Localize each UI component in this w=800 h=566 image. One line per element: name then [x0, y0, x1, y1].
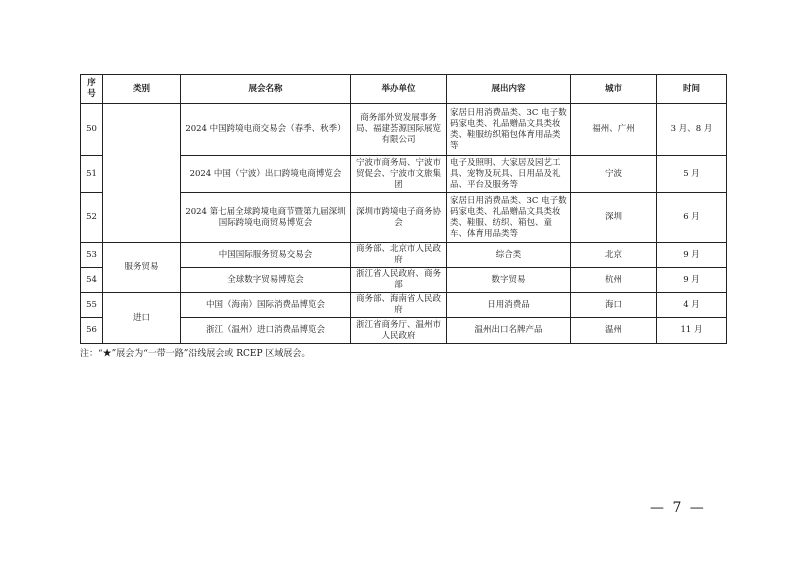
cell-name: 2024 中国跨境电商交易会（春季、秋季） [181, 104, 351, 156]
cell-organizer: 浙江省人民政府、商务部 [351, 268, 447, 293]
cell-no: 51 [81, 156, 103, 193]
cell-time: 9 月 [657, 268, 727, 293]
cell-category: 服务贸易 [103, 243, 181, 293]
table-row [81, 293, 727, 318]
cell-time: 4 月 [657, 293, 727, 318]
cell-name: 中国（海南）国际消费品博览会 [181, 293, 351, 318]
cell-time: 5 月 [657, 156, 727, 193]
cell-no: 54 [81, 268, 103, 293]
cell-organizer: 宁波市商务局、宁波市贸促会、宁波市文旅集团 [351, 156, 447, 193]
cell-time: 3 月、8 月 [657, 104, 727, 156]
cell-name: 全球数字贸易博览会 [181, 268, 351, 293]
cell-city: 北京 [571, 243, 657, 268]
cell-time: 6 月 [657, 193, 727, 243]
table-header-row [81, 75, 727, 104]
header-content: 展出内容 [447, 75, 571, 104]
cell-no: 56 [81, 318, 103, 344]
cell-organizer: 深圳市跨境电子商务协会 [351, 193, 447, 243]
header-no: 序号 [81, 75, 103, 104]
cell-content: 家居日用消费品类、3C 电子数码家电类、礼品赠品文具类妆类、鞋服纺织箱包体育用品类等 [447, 104, 571, 156]
header-time: 时间 [657, 75, 727, 104]
cell-organizer: 商务部、海南省人民政府 [351, 293, 447, 318]
cell-content: 日用消费品 [447, 293, 571, 318]
cell-city: 深圳 [571, 193, 657, 243]
cell-organizer: 商务部外贸发展事务局、福建荟源国际展览有限公司 [351, 104, 447, 156]
cell-content: 数字贸易 [447, 268, 571, 293]
cell-name: 2024 中国（宁波）出口跨境电商博览会 [181, 156, 351, 193]
cell-content: 家居日用消费品类、3C 电子数码家电类、礼品赠品文具类妆类、鞋服、纺织、箱包、童车、体育用品类等 [447, 193, 571, 243]
cell-category-empty [103, 104, 181, 243]
cell-category: 进口 [103, 293, 181, 344]
cell-city: 海口 [571, 293, 657, 318]
cell-no: 50 [81, 104, 103, 156]
cell-no: 53 [81, 243, 103, 268]
cell-name: 中国国际服务贸易交易会 [181, 243, 351, 268]
table-row [81, 243, 727, 268]
header-category: 类别 [103, 75, 181, 104]
expo-table [80, 74, 727, 344]
cell-content: 电子及照明、大家居及园艺工具、宠物及玩具、日用品及礼品、平台及服务等 [447, 156, 571, 193]
header-city: 城市 [571, 75, 657, 104]
cell-city: 宁波 [571, 156, 657, 193]
cell-city: 温州 [571, 318, 657, 344]
cell-no: 55 [81, 293, 103, 318]
header-organizer: 举办单位 [351, 75, 447, 104]
table-footnote: 注：“★”展会为“一带一路”沿线展会或 RCEP 区域展会。 [80, 349, 311, 359]
page-number: — 7 — [650, 500, 706, 516]
cell-no: 52 [81, 193, 103, 243]
cell-content: 温州出口名牌产品 [447, 318, 571, 344]
cell-city: 福州、广州 [571, 104, 657, 156]
cell-name: 浙江（温州）进口消费品博览会 [181, 318, 351, 344]
cell-content: 综合类 [447, 243, 571, 268]
header-name: 展会名称 [181, 75, 351, 104]
cell-city: 杭州 [571, 268, 657, 293]
cell-name: 2024 第七届全球跨境电商节暨第九届深圳国际跨境电商贸易博览会 [181, 193, 351, 243]
cell-organizer: 浙江省商务厅、温州市人民政府 [351, 318, 447, 344]
cell-time: 9 月 [657, 243, 727, 268]
table-row [81, 104, 727, 156]
cell-time: 11 月 [657, 318, 727, 344]
cell-organizer: 商务部、北京市人民政府 [351, 243, 447, 268]
